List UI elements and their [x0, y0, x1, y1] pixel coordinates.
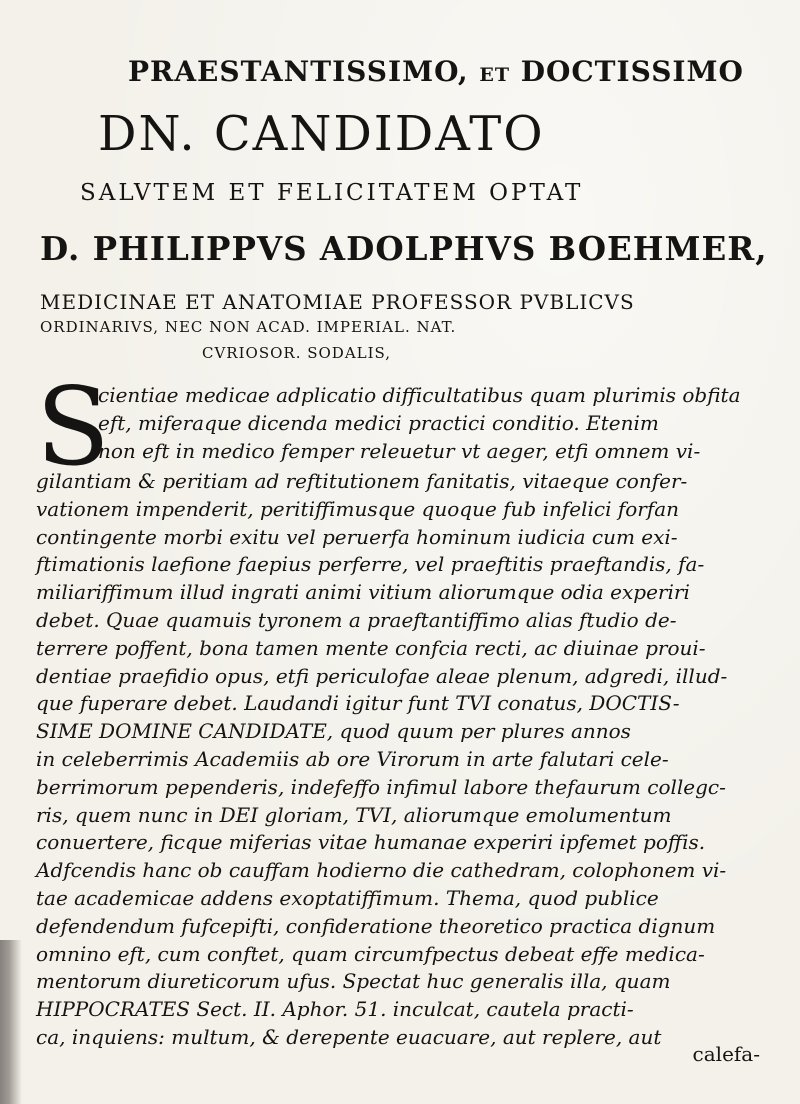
body-line: miliariffimum illud ingrati animi vitium aliorumque odia experiri [36, 580, 690, 605]
body-line: vationem impenderit, peritiffimusque quoque fub infelici forfan [36, 496, 680, 521]
greeting-et: ET [479, 64, 510, 86]
body-line: SIME DOMINE CANDIDATE, quod quum per plures annos [36, 719, 631, 744]
greeting-line [128, 55, 744, 88]
greeting-end: DOCTISSIMO [520, 55, 744, 88]
body-line: non eft in medico femper releuetur vt aeger, etfi omnem vi- [98, 438, 701, 463]
body-line: tae academicae addens exoptatiffimum. Thema, quod publice [36, 885, 659, 910]
dedication-body [36, 365, 766, 1052]
body-line: mentorum diureticorum ufus. Spectat huc generalis illa, quam [36, 969, 671, 994]
body-line: dentiae praefidio opus, etfi periculofae aleae plenum, adgredi, illud- [36, 663, 728, 688]
body-line: que fuperare debet. Laudandi igitur funt TVI conatus, DOCTIS- [36, 691, 680, 716]
body-line: eft, miferaque dicenda medici practici conditio. Etenim [98, 410, 659, 435]
body-line: berrimorum pependeris, indefeffo infimul labore thefaurum collegc- [36, 774, 726, 799]
body-line: HIPPOCRATES Sect. II. Aphor. 51. inculcat, cautela practi- [36, 997, 634, 1022]
catchword: calefa- [692, 1042, 760, 1066]
body-line: contingente morbi exitu vel peruerfa hominum iudicia cum exi- [36, 524, 678, 549]
salutation-line: SALVTEM ET FELICITATEM OPTAT [80, 180, 584, 206]
drop-cap: S [36, 365, 110, 490]
body-line: Adfcendis hanc ob cauffam hodierno die cathedram, colophonem vi- [36, 858, 727, 883]
body-line: conuertere, ficque miferias vitae humanae experiri ipfemet poffis. [36, 830, 706, 855]
body-line: defendendum fufcepifti, confideratione theoretico practica dignum [36, 913, 716, 938]
binding-shadow [0, 940, 22, 1104]
body-line: gilantiam & peritiam ad reftitutionem fanitatis, vitaeque confer- [36, 469, 688, 493]
author-name: D. PHILIPPVS ADOLPHVS BOEHMER, [40, 229, 768, 268]
body-line: ca, inquiens: multum, & derepente euacuare, aut replere, aut [36, 1024, 662, 1049]
body-line: cientiae medicae adplicatio difficultatibus quam plurimis obfita [98, 383, 741, 407]
body-line: terrere poffent, bona tamen mente confcia recti, ac diuinae proui- [36, 635, 706, 660]
addressee-title: DN. CANDIDATO [98, 106, 545, 162]
author-title-line-3: CVRIOSOR. SODALIS, [202, 344, 392, 362]
author-title-line-1: MEDICINAE ET ANATOMIAE PROFESSOR PVBLICVS [40, 290, 635, 314]
body-line: omnino eft, cum conftet, quam circumfpectus debeat effe medica- [36, 941, 705, 966]
greeting-main: PRAESTANTISSIMO, [128, 55, 469, 88]
author-title-line-2: ORDINARIVS, NEC NON ACAD. IMPERIAL. NAT. [40, 318, 457, 336]
body-line: ris, quem nunc in DEI gloriam, TVI, aliorumque emolumentum [36, 802, 672, 827]
body-line: in celeberrimis Academiis ab ore Virorum in arte falutari cele- [36, 746, 669, 771]
body-line: ftimationis laefione faepius perferre, vel praeftitis praeftandis, fa- [36, 552, 705, 577]
body-line: debet. Quae quamuis tyronem a praeftantiffimo alias ftudio de- [36, 607, 677, 632]
